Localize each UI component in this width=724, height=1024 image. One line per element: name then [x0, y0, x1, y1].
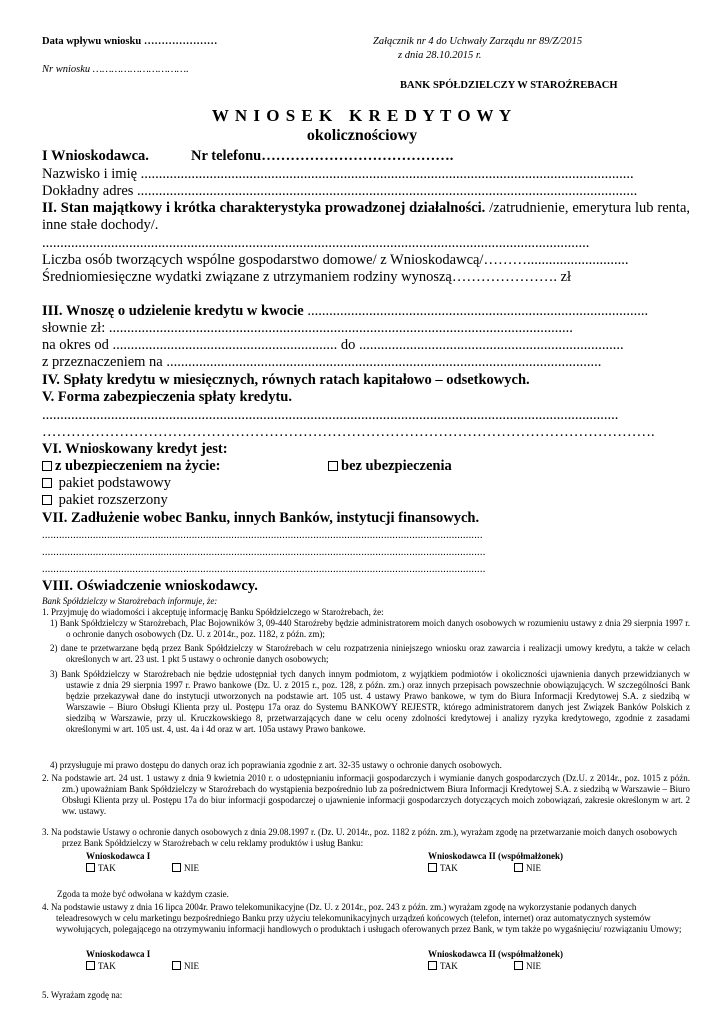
- checkbox-icon[interactable]: [86, 863, 95, 872]
- marketing-yes-1[interactable]: [86, 863, 116, 874]
- applicant-2-label-2: Wnioskodawca II (współmałżonek): [428, 949, 564, 959]
- section-4-heading: IV. Spłaty kredytu w miesięcznych, równych ratach kapitałowo – odsetkowych.: [42, 372, 530, 388]
- section-7-heading: VII. Zadłużenie wobec Banku, innych Banków, instytucji finansowych.: [42, 510, 480, 526]
- option-extended-package[interactable]: [42, 492, 168, 509]
- checkbox-icon[interactable]: [514, 863, 523, 872]
- checkbox-icon[interactable]: [86, 961, 95, 970]
- section-8-heading: VIII. Oświadczenie wnioskodawcy.: [42, 578, 258, 594]
- checkbox-icon[interactable]: [328, 461, 338, 471]
- section-2-note: /zatrudnienie, emerytura lub renta, inne stałe dochody/.: [42, 200, 691, 233]
- name-field[interactable]: Nazwisko i imię ........................................................................................................................................: [42, 166, 634, 182]
- clause-3-text: 3. Na podstawie Ustawy o ochronie danych osobowych z dnia 29.08.1997 r. (Dz. U. 2014r., poz. 1182 z późn. zm.), wyrażam zgodę na przetwarzanie moich danych osobowych przez Bank Spółdzielczy w Staroźrebach w celu reklamy produktów i usług Banku:: [42, 827, 677, 848]
- security-field-1[interactable]: ...............................................................................................................................................................: [42, 407, 619, 423]
- debt-field-3[interactable]: .............................................................................................................................................................: [42, 564, 486, 575]
- attachment-line-2: z dnia 28.10.2015 r.: [398, 50, 482, 61]
- clause-2: [42, 773, 690, 817]
- option-without-insurance-label: bez ubezpieczenia: [341, 458, 452, 474]
- no-label: NIE: [184, 863, 199, 873]
- loan-period-field[interactable]: na okres od .............................................................. do .........................................................................: [42, 337, 624, 353]
- section-6-heading: VI. Wnioskowany kredyt jest:: [42, 441, 228, 457]
- form-subtitle: okolicznościowy: [306, 127, 418, 144]
- section-2-heading: [42, 200, 690, 234]
- applicant-2-label: Wnioskodawca II (współmałżonek): [428, 851, 564, 861]
- loan-purpose-field[interactable]: z przeznaczeniem na ........................................................................................................................: [42, 354, 602, 370]
- basic-package-label: pakiet podstawowy: [58, 475, 171, 491]
- option-basic-package[interactable]: [42, 475, 171, 492]
- option-without-insurance[interactable]: [328, 458, 452, 475]
- marketing-no-1[interactable]: [172, 863, 199, 874]
- debt-field-2[interactable]: .............................................................................................................................................................: [42, 547, 486, 558]
- applicant-1-label: Wnioskodawca I: [86, 851, 151, 861]
- receipt-date-label: Data wpływu wniosku …………………: [42, 36, 218, 47]
- no-label: NIE: [184, 961, 199, 971]
- phone-field[interactable]: Nr telefonu………………………………….: [191, 148, 454, 164]
- checkbox-icon[interactable]: [428, 863, 437, 872]
- telecom-yes-1[interactable]: [86, 961, 116, 972]
- option-with-insurance[interactable]: [42, 458, 220, 475]
- clause-1-2: [50, 643, 690, 665]
- clause-1-1-text: 1) Bank Spółdzielczy w Starożrebach, Plac Bojowników 3, 09-440 Staroźreby będzie administratorem moich danych osobowych w rozumieniu ustawy z dnia 29 sierpnia 1997 r. o ochronie danych osobowych (Dz. U. z 2014r., poz. 1182, z późn. zm);: [50, 618, 690, 639]
- yes-label: TAK: [440, 863, 458, 873]
- marketing-yes-2[interactable]: [428, 863, 458, 874]
- extended-package-label: pakiet rozszerzony: [58, 492, 168, 508]
- checkbox-icon[interactable]: [42, 495, 52, 505]
- checkbox-icon[interactable]: [172, 961, 181, 970]
- clause-1-2-text: 2) dane te przetwarzane będą przez Bank Spółdzielczy w Staroźrebach w celu rozpatrzenia niniejszego wniosku oraz zawarcia i realizacji umowy kredytu, a także w celach określonych w art. 23 ust. 1 pkt 5 ustawy o ochronie danych osobowych;: [50, 643, 690, 664]
- telecom-no-1[interactable]: [172, 961, 199, 972]
- expenses-field[interactable]: Średniomiesięczne wydatki związane z utrzymaniem rodziny wynoszą…………………. zł: [42, 269, 572, 285]
- clause-1-4: 4) przysługuje mi prawo dostępu do danych oraz ich poprawiania zgodnie z art. 32-35 ustawy o ochronie danych osobowych.: [50, 760, 502, 770]
- checkbox-icon[interactable]: [172, 863, 181, 872]
- checkbox-icon[interactable]: [42, 478, 52, 488]
- section-3-heading: [42, 303, 648, 320]
- section-5-heading: V. Forma zabezpieczenia spłaty kredytu.: [42, 389, 292, 405]
- application-number-label: Nr wniosku ………………………….: [42, 64, 189, 75]
- clause-1-3: [50, 669, 690, 735]
- attachment-line-1: Załącznik nr 4 do Uchwały Zarządu nr 89/Z/2015: [373, 36, 583, 47]
- clause-2-text: 2. Na podstawie art. 24 ust. 1 ustawy z dnia 9 kwietnia 2010 r. o udostępnianiu informacji gospodarczych i wymianie danych gospodarczych (Dz.U. z 2014r., poz. 1015 z późn. zm.) upoważniam Bank Spółdzielczy w Staroźrebach do wystąpienia bezpośrednio lub za pośrednictwem Biura Informacji Kredytowej S.A. z siedzibą w Warszawie – Biuro Obsługi Klienta przy ul. Postępu 17a do biur informacji gospodarczej o ujawnienie informacji gospodarczych dotyczących moich zobowiązań, zakresie określonym w art. 2 ww. ustawy.: [42, 773, 690, 816]
- marketing-no-2[interactable]: [514, 863, 541, 874]
- security-field-2[interactable]: ……………………………………………………………………………………………………………….: [42, 424, 655, 440]
- clause-1-1: [50, 618, 690, 640]
- amount-in-words-field[interactable]: słownie zł: ................................................................................................................................: [42, 320, 573, 336]
- address-field[interactable]: Dokładny adres ..........................................................................................................................................: [42, 183, 638, 199]
- no-label: NIE: [526, 961, 541, 971]
- yes-label: TAK: [440, 961, 458, 971]
- clause-1-3-text: 3) Bank Spółdzielczy w Staroźrebach nie będzie udostępniał tych danych innym podmiotom, z wyjątkiem podmiotów i okoliczności ujawnienia danych przewidzianych w ustawie z dnia 29 sierpnia 1997 r. Prawo bankowe (Dz. U. z 2015 r., poz. 128, z późn. zm.) oraz innych przepisach powszechnie obowiązujących. W szczególności Bank będzie przekazywał dane do instytucji utworzonych na podstawie art. 105 ust. 4 ustawy Prawo bankowe, w tym do Biura Informacji Kredytowej S.A. z siedzibą w Warszawie – Biuro Obsługi Klienta przy ul. Postępu 17a oraz do Systemu BANKOWY REJESTR, którego administratorem danych jest Związek Banków Polskich z siedzibą w Warszawie, przy ul. Kruczkowskiego 8, przetwarzających dane w celu oceny zdolności kredytowej i analizy ryzyka kredytowego, zgodnie z zasadami określonymi w art. 105 ust. 4, ust. 4a i 4d oraz w art. 105a ustawy Prawo bankowe.: [50, 669, 690, 734]
- debt-field-1[interactable]: ............................................................................................................................................................: [42, 530, 483, 541]
- form-title: W N I O S E K K R E D Y T O W Y: [211, 106, 513, 125]
- checkbox-icon[interactable]: [42, 461, 52, 471]
- checkbox-icon[interactable]: [428, 961, 437, 970]
- clause-5: 5. Wyrażam zgodę na:: [42, 990, 123, 1000]
- section-3-title: III. Wnoszę o udzielenie kredytu w kwocie: [42, 303, 304, 319]
- assets-field[interactable]: .......................................................................................................................................................: [42, 235, 590, 251]
- yes-label: TAK: [98, 863, 116, 873]
- clause-1: 1. Przyjmuję do wiadomości i akceptuję informację Banku Spółdzielczego w Starożrebach, że:: [42, 607, 384, 617]
- clause-3: [42, 827, 690, 849]
- telecom-no-2[interactable]: [514, 961, 541, 972]
- checkbox-icon[interactable]: [514, 961, 523, 970]
- telecom-yes-2[interactable]: [428, 961, 458, 972]
- bank-info-intro: Bank Spółdzielczy w Starożrebach informuje, że:: [42, 596, 218, 606]
- no-label: NIE: [526, 863, 541, 873]
- household-field[interactable]: Liczba osób tworzących wspólne gospodarstwo domowe/ z Wnioskodawcą/………............................: [42, 252, 629, 268]
- section-1-heading: I Wnioskodawca.: [42, 148, 149, 164]
- loan-amount-field[interactable]: ..............................................................................................: [303, 303, 649, 319]
- clause-4-text: 4. Na podstawie ustawy z dnia 16 lipca 2004r. Prawo telekomunikacyjne (Dz. U. z 2014r., poz. 243 z późn. zm.) wyrażam zgodę na wykorzystanie podanych danych teleadresowych w celu marketingu bezpośredniego Banku przy użyciu telekomunikacyjnych urządzeń końcowych (telefon, internet) oraz automatycznych systemów wywołujących, polegającego na otrzymywaniu informacji handlowych o produktach i usługach oferowanych przez Bank, w tym także po wygaśnięciu/ rozwiązaniu Umowy;: [42, 902, 682, 934]
- applicant-1-label-2: Wnioskodawca I: [86, 949, 151, 959]
- bank-name: BANK SPÓŁDZIELCZY W STAROŹREBACH: [400, 80, 618, 91]
- option-with-insurance-label: z ubezpieczeniem na życie:: [55, 458, 221, 474]
- clause-4: [42, 902, 690, 935]
- yes-label: TAK: [98, 961, 116, 971]
- section-2-title: II. Stan majątkowy i krótka charakterystyka prowadzonej działalności.: [42, 200, 486, 216]
- revocable-note: Zgoda ta może być odwołana w każdym czasie.: [57, 889, 229, 899]
